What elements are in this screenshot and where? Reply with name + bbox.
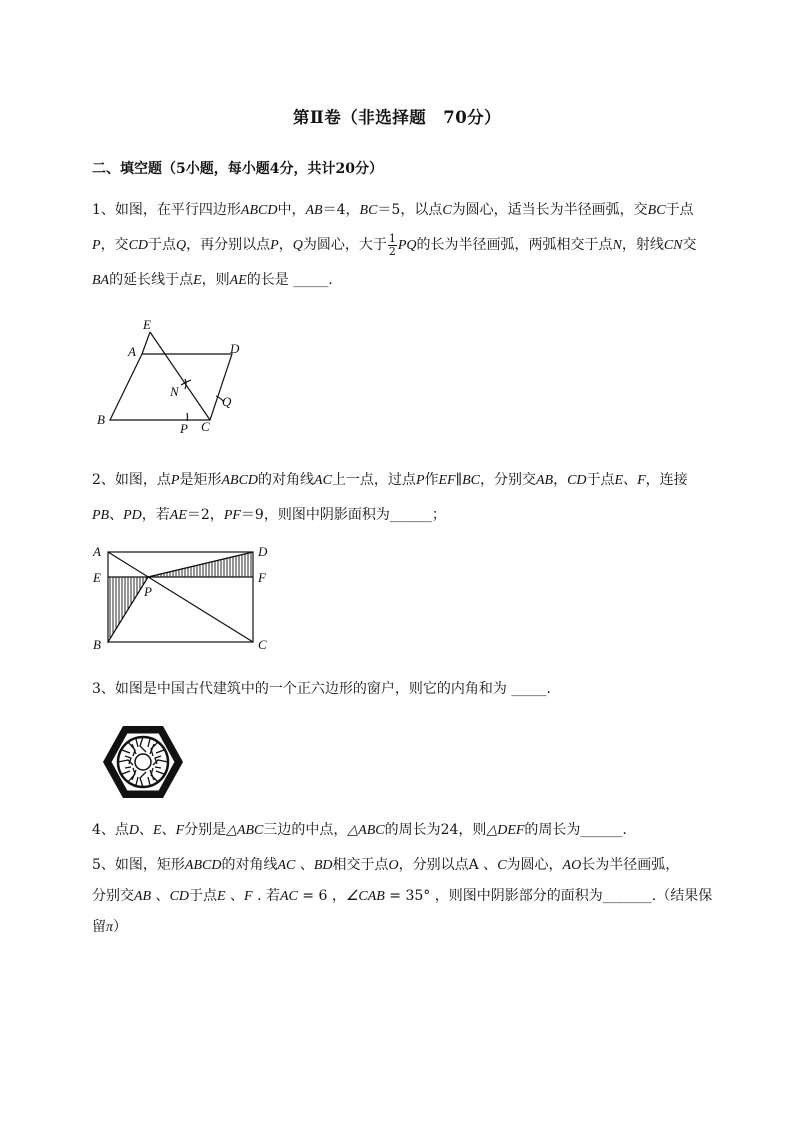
extension-ae bbox=[142, 332, 150, 354]
question-2 bbox=[92, 463, 738, 533]
question-5-line-2: 分别交AB 、CD于点E 、F . 若AC = 6 ，∠CAB = 35° ，则图中阴影部分的面积为_______.（结果保 bbox=[92, 888, 713, 904]
question-1 bbox=[92, 193, 738, 298]
arc-p bbox=[187, 413, 188, 421]
figure-2-rectangle bbox=[88, 541, 278, 656]
question-2-line-2: PB、PD，若AE＝2，PF＝9，则图中阴影面积为______； bbox=[92, 507, 446, 523]
question-5 bbox=[92, 850, 738, 943]
label-Q: Q bbox=[222, 394, 232, 409]
label-D: D bbox=[258, 544, 268, 559]
label-N: N bbox=[170, 384, 179, 399]
label-A: A bbox=[128, 344, 136, 359]
center-circle bbox=[135, 754, 151, 770]
section-heading: 二、填空题（5小题，每小题4分，共计20分） bbox=[92, 161, 383, 177]
question-5-line-3: 留π） bbox=[92, 919, 128, 935]
question-4: 4、点D、E、F分别是△ABC三边的中点，△ABC的周长为24，则△DEF的周长为______. bbox=[92, 822, 627, 838]
figure-1-parallelogram bbox=[92, 313, 252, 438]
label-B: B bbox=[97, 412, 105, 427]
label-E: E bbox=[143, 317, 151, 332]
label-A: A bbox=[93, 544, 101, 559]
page-title: 第Ⅱ卷（非选择题 70分） bbox=[292, 108, 502, 127]
label-F: F bbox=[258, 570, 266, 585]
question-3: 3、如图是中国古代建筑中的一个正六边形的窗户，则它的内角和为 _____. bbox=[92, 681, 551, 697]
fraction-one-half: $\frac{1}{2}$ bbox=[388, 231, 396, 258]
label-C: C bbox=[201, 419, 210, 434]
label-P: P bbox=[180, 421, 188, 436]
question-1-line-3: BA的延长线于点E，则AE的长是 _____. bbox=[92, 272, 333, 288]
ray-cn bbox=[150, 332, 210, 420]
label-C: C bbox=[258, 637, 267, 652]
label-B: B bbox=[93, 637, 101, 652]
label-P: P bbox=[144, 584, 152, 599]
question-2-line-1: 2、如图，点P是矩形ABCD的对角线AC上一点，过点P作EF∥BC，分别交AB，CD于点E、F，连接 bbox=[92, 472, 688, 488]
label-E: E bbox=[93, 570, 101, 585]
figure-3-hexagon-window bbox=[100, 722, 190, 802]
label-D: D bbox=[230, 341, 240, 356]
question-5-line-1: 5、如图，矩形ABCD的对角线AC 、BD相交于点O，分别以点A 、C为圆心，AO长为半径画弧， bbox=[92, 857, 680, 873]
question-1-line-1: 1、如图，在平行四边形ABCD中，AB＝4，BC＝5，以点C为圆心，适当长为半径画弧，交BC于点 bbox=[92, 202, 694, 218]
question-1-line-2: P，交CD于点Q，再分别以点P，Q为圆心，大于 $\frac{1}{2}$ PQ的长为半径画弧，两弧相交于点N，射线CN交 bbox=[92, 231, 697, 258]
